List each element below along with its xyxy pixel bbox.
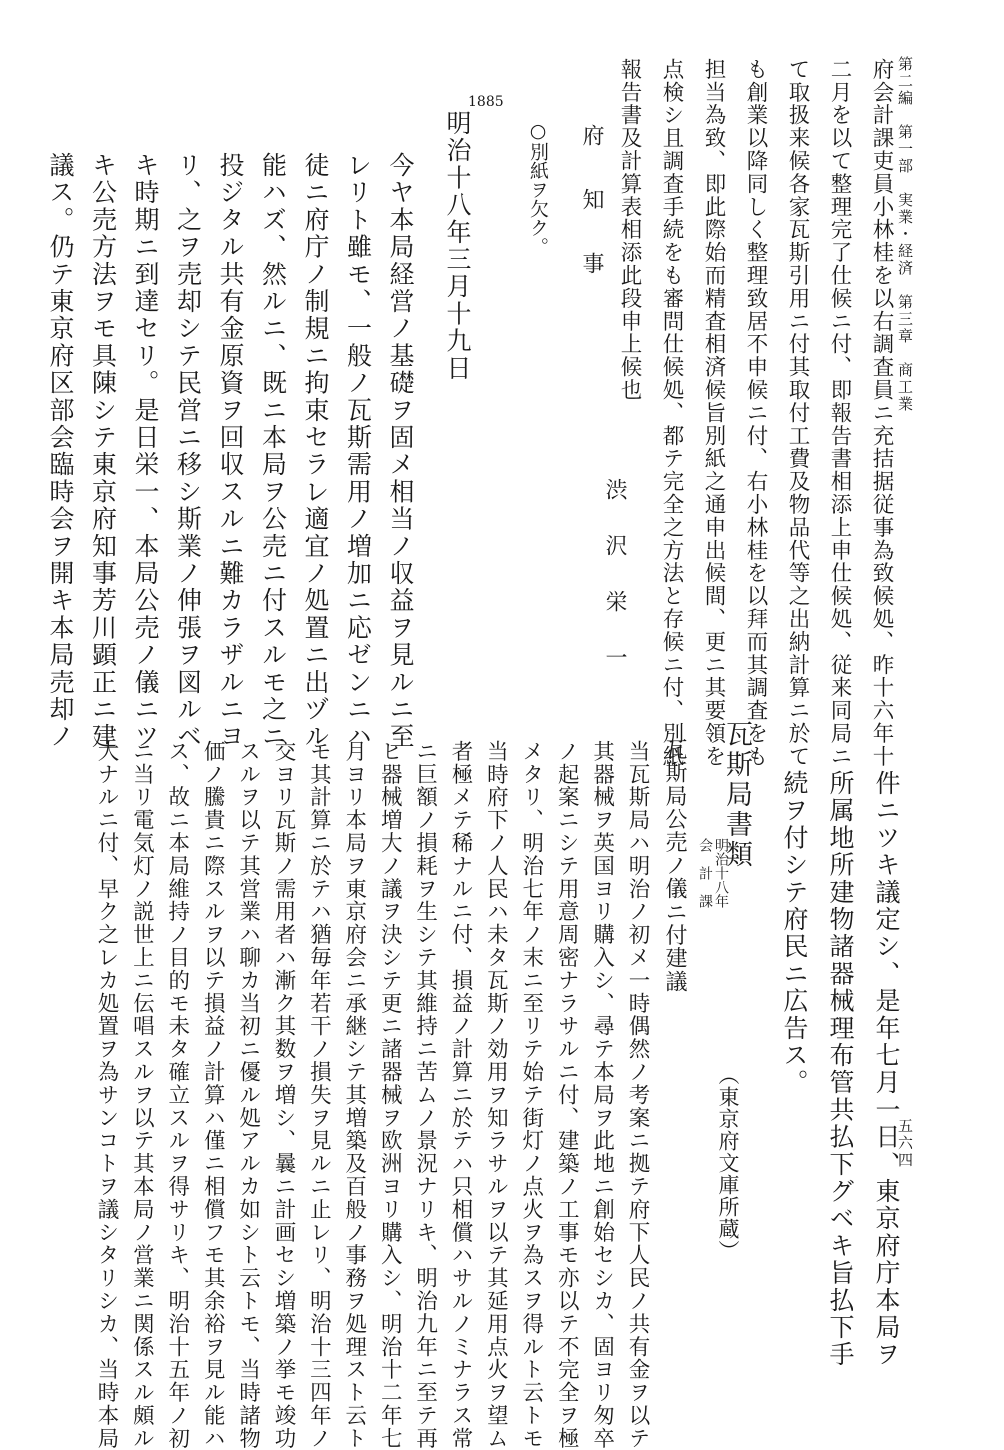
text-column: レリト雖モ、一般ノ瓦斯需用ノ増加ニ応ゼンニハ xyxy=(343,152,373,751)
text-column: ニ巨額ノ損耗ヲ生シテ其維持ニ苦ムノ景況ナリキ、明治九年ニ至テ再 xyxy=(412,740,438,1450)
text-column: 今ヤ本局経営ノ基礎ヲ固メ相当ノ収益ヲ見ルニ至 xyxy=(386,152,415,751)
addressee: 府 知 事 xyxy=(579,124,604,284)
doc-dept: 会 計 課 xyxy=(697,838,713,908)
text-column: メタリ、明治七年ノ末ニ至リテ始テ街灯ノ点火ヲ為スヲ得ルト云トモ xyxy=(518,740,544,1450)
page-number: 五六四 xyxy=(896,1118,914,1169)
text-column: 二月を以て整理完了仕候ニ付、即報告書相添上申仕候処、従来同局ニ xyxy=(827,58,852,768)
text-column: ス、故ニ本局維持ノ目的モ未タ確立スルヲ得サリキ、明治十五年ノ初 xyxy=(164,740,190,1450)
text-column: キ公売方法ヲモ具陳シテ東京府知事芳川顕正ニ建 xyxy=(88,152,118,751)
text-column: モ其計算ニ於テハ猶毎年若干ノ損失ヲ見ルニ止レリ、明治十三四年ノ xyxy=(306,740,332,1450)
doc-date: 明治十八年 xyxy=(713,838,729,908)
text-column: 担当為致、即此際始而精査相済候旨別紙之通申出候間、更ニ其要領を xyxy=(701,58,726,768)
text-column: ニ当リ電気灯ノ説世上ニ伝唱スルヲ以テ其本局ノ営業ニ関係スル頗ル xyxy=(129,740,155,1450)
document-date: 明治十八年三月十九日 xyxy=(443,110,472,382)
doc-subtitle: 瓦斯局公売ノ儀ニ付建議 xyxy=(662,738,687,994)
text-column: 所属地所建物諸器械理布管共払下グベキ旨払下手 xyxy=(826,770,855,1369)
text-column: 交ヨリ瓦斯ノ需用者ハ漸ク其数ヲ増シ、曩ニ計画セシ増築ノ挙モ竣功 xyxy=(271,740,296,1450)
text-column: 投ジタル共有金原資ヲ回収スルニ難カラザルニヨ xyxy=(216,152,245,751)
text-column: 続ヲ付シテ府民ニ広告ス。 xyxy=(780,770,809,1097)
text-column: 能ハズ、然ルニ、既ニ本局ヲ公売ニ付スルモ之ニ xyxy=(258,152,288,751)
text-column: 府会計課吏員小林桂を以右調査員ニ充拮据従事為致候処、昨十六年十 xyxy=(869,58,894,768)
text-column: 件ニツキ議定シ、是年七月一日、東京府庁本局ヲ xyxy=(872,770,901,1369)
text-column: リ、之ヲ売却シテ民営ニ移シ斯業ノ伸張ヲ図ルベ xyxy=(173,152,203,751)
text-column: も創業以降同しく整理致居不申候ニ付、右小林桂を以拜而其調査をも xyxy=(743,58,768,768)
text-column: 徒ニ府庁ノ制規ニ拘束セラレ適宜ノ処置ニ出ヅル xyxy=(301,152,330,751)
text-column: 月ヨリ本局ヲ東京府会ニ承継シテ其増築及百般ノ事務ヲ処理スト云ト xyxy=(341,740,367,1450)
text-column: 当時府下ノ人民ハ未タ瓦斯ノ効用ヲ知ラサルヲ以テ其延用点火ヲ望ム xyxy=(483,740,509,1450)
text-column: 其器械ヲ英国ヨリ購入シ、尋テ本局ヲ此地ニ創始セシカ、固ヨリ匆卒 xyxy=(589,740,615,1450)
text-column: ヒ器械増大ノ議ヲ決シテ更ニ諸器械ヲ欧洲ヨリ購入シ、明治十二年七 xyxy=(377,740,403,1450)
text-column: 大ナルニ付、早ク之レカ処置ヲ為サンコトヲ議シタリシカ、当時本局 xyxy=(94,740,119,1450)
attachment-note: ○別紙ヲ欠ク。 xyxy=(527,120,549,256)
doc-title: 瓦斯局書類 xyxy=(721,720,752,870)
running-head: 第二編 第一部 実業・経済 第三章 商工業 xyxy=(896,56,914,413)
text-column: 者極メテ稀ナルニ付、損益ノ計算ニ於テハ只相償ハサルノミナラス常 xyxy=(448,740,473,1450)
year-western: 1885 xyxy=(468,94,504,110)
text-column: ノ起案ニシテ用意周密ナラサルニ付、建築ノ工事モ亦以テ不完全ヲ極 xyxy=(554,740,580,1450)
text-column: キ時期ニ到達セリ。是日栄一、本局公売ノ儀ニツ xyxy=(131,152,160,751)
text-column: 点検シ且調査手続をも審問仕候処、都テ完全之方法と存候ニ付、別紙 xyxy=(659,58,684,768)
text-column: 議ス。仍テ東京府区部会臨時会ヲ開キ本局売却ノ xyxy=(46,152,75,751)
text-column: スルヲ以テ其営業ハ聊カ当初ニ優ル処アルカ如シト云トモ、当時諸物 xyxy=(235,740,261,1450)
source-note: （東京府文庫所蔵） xyxy=(716,1064,740,1262)
text-column: 当瓦斯局ハ明治ノ初メ一時偶然ノ考案ニ拠テ府下人民ノ共有金ヲ以テ xyxy=(625,740,650,1450)
signer-name: 渋 沢 栄 一 xyxy=(602,478,627,674)
text-column: 報告書及計算表相添此段申上候也 xyxy=(617,58,642,402)
text-column: て取扱来候各家瓦斯引用ニ付其取付工費及物品代等之出納計算ニ於て xyxy=(785,58,810,768)
text-column: 価ノ騰貴ニ際スルヲ以テ損益ノ計算ハ僅ニ相償フモ其余裕ヲ見ル能ハ xyxy=(200,740,226,1450)
